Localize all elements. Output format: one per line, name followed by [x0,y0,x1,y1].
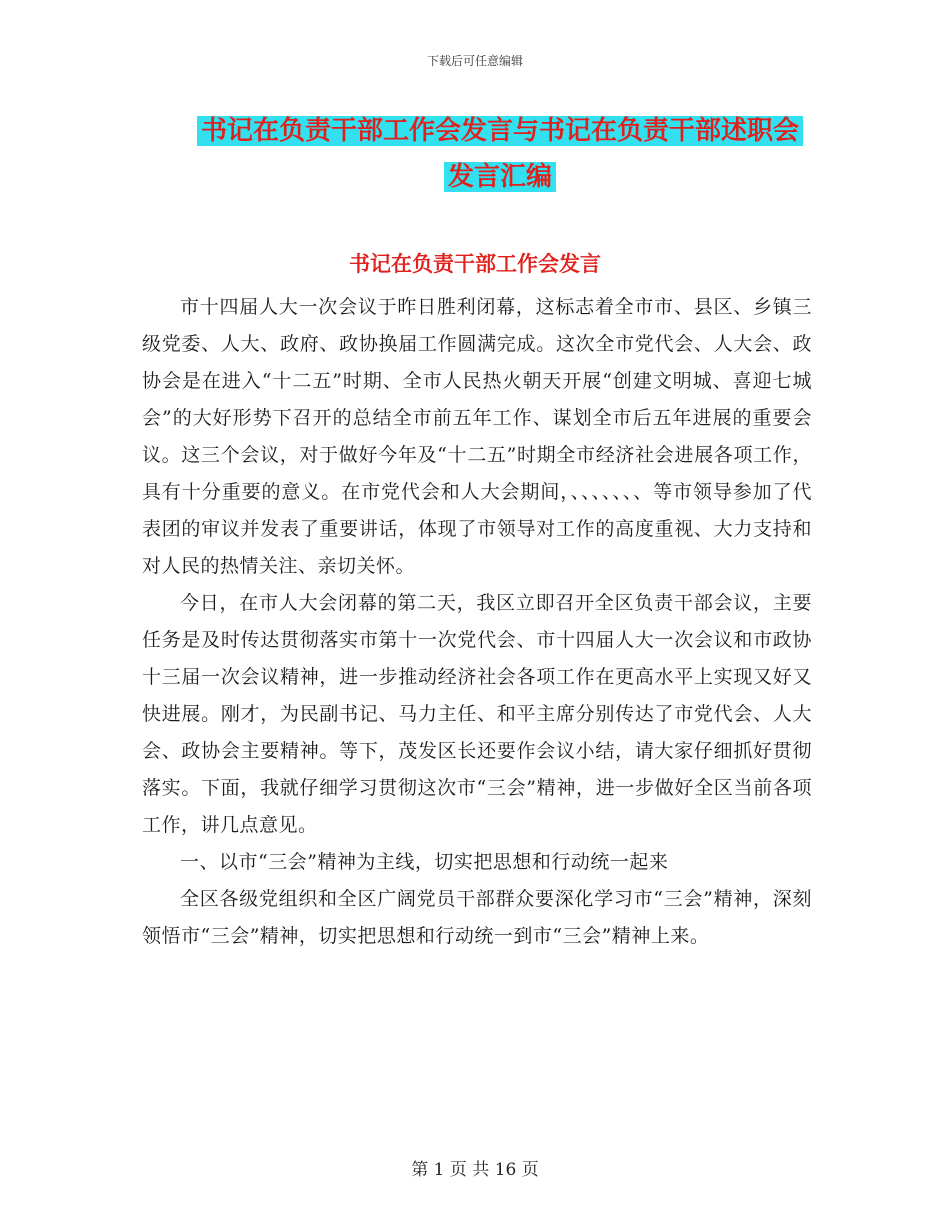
title-line-1: 书记在负责干部工作会发言与书记在负责干部述职会 [197,116,803,146]
paragraph: 市十四届人大一次会议于昨日胜利闭幕，这标志着全市市、县区、乡镇三级党委、人大、政府、政协换届工作圆满完成。这次全市党代会、人大会、政协会是在进入“十二五”时期、全市人民热火朝天开展“创建文明城、喜迎七城会”的大好形势下召开的总结全市前五年工作、谋划全市后五年进展的重要会议。这三个会议，对于做好今年及“十二五”时期全市经济社会进展各项工作，具有十分重要的意义。在市党代会和人大会期间，、、、、、、、等市领导参加了代表团的审议并发表了重要讲话，体现了市领导对工作的高度重视、大力支持和对人民的热情关注、亲切关怀。 [142,296,812,577]
title-line-2: 发言汇编 [444,162,556,192]
document-body [142,289,812,955]
paragraph: 全区各级党组织和全区广阔党员干部群众要深化学习市“三会”精神，深刻领悟市“三会”精神，切实把思想和行动统一到市“三会”精神上来。 [142,888,812,947]
section-title: 书记在负责干部工作会发言 [349,252,601,276]
header-note: 下载后可任意编辑 [426,54,523,68]
section-heading: 一、以市“三会”精神为主线，切实把思想和行动统一起来 [180,851,669,873]
paragraph: 今日，在市人大会闭幕的第二天，我区立即召开全区负责干部会议，主要任务是及时传达贯彻落实市第十一次党代会、市十四届人大一次会议和市政协十三届一次会议精神，进一步推动经济社会各项工作在更高水平上实现又好又快进展。刚才，为民副书记、马力主任、和平主席分别传达了市党代会、人大会、政协会主要精神。等下，茂发区长还要作会议小结，请大家仔细抓好贯彻落实。下面，我就仔细学习贯彻这次市“三会”精神，进一步做好全区当前各项工作，讲几点意见。 [142,592,812,836]
document-title [150,108,850,200]
page-footer: 第 1 页 共 16 页 [411,1160,539,1180]
